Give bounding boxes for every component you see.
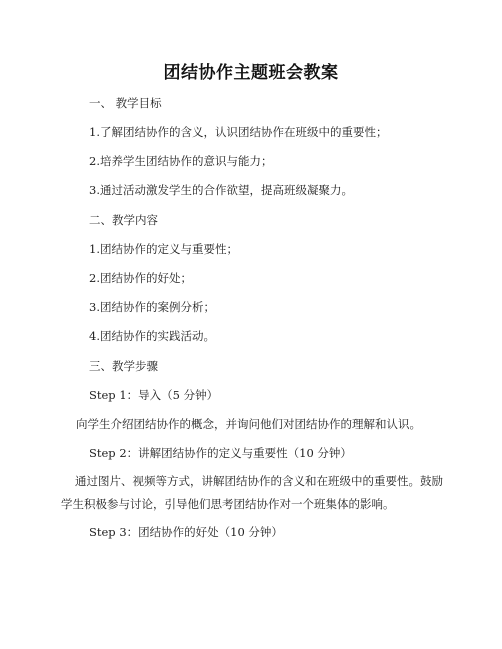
document-title: 团结协作主题班会教案 [163,63,339,83]
step2-title: Step 2：讲解团结协作的定义与重要性（10 分钟） [89,446,352,460]
content-item-2: 2.团结协作的好处； [89,271,192,285]
goal-item-3: 3.通过活动激发学生的合作欲望，提高班级凝聚力。 [89,183,353,197]
section-heading-goals: 一、 教学目标 [89,96,162,110]
goal-item-2: 2.培养学生团结协作的意识与能力； [89,154,273,168]
content-item-4: 4.团结协作的实践活动。 [89,329,215,343]
section-heading-steps: 三、教学步骤 [89,359,158,373]
content-item-3: 3.团结协作的案例分析； [89,300,215,314]
section-heading-content: 二、教学内容 [89,213,158,227]
content-item-1: 1.团结协作的定义与重要性； [89,242,238,256]
step1-body: 向学生介绍团结协作的概念，并询问他们对团结协作的理解和认识。 [76,417,421,431]
step2-body: 通过图片、视频等方式，讲解团结协作的含义和在班级中的重要性。鼓励学生积极参与讨论，引导他们思考团结协作对一个班集体的影响。 [61,474,443,511]
step3-title: Step 3：团结协作的好处（10 分钟） [89,525,283,539]
step1-title: Step 1：导入（5 分钟） [89,388,219,402]
goal-item-1: 1.了解团结协作的含义，认识团结协作在班级中的重要性； [89,125,388,139]
